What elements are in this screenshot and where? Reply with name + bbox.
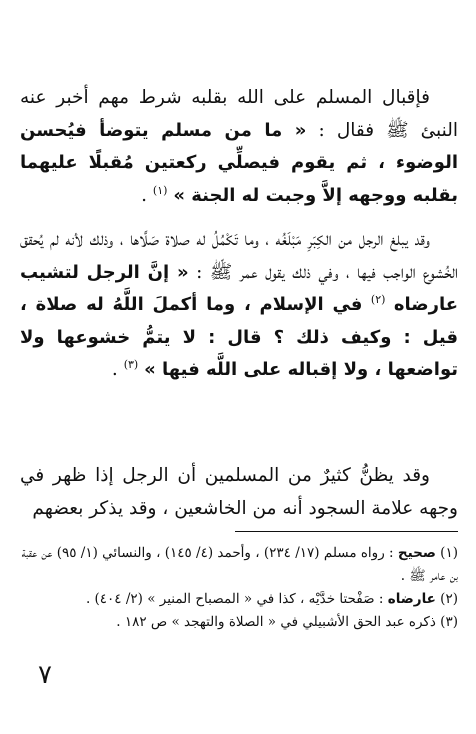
paragraph-1-end: .	[141, 184, 148, 206]
footnote-label: صحيح	[397, 545, 436, 561]
paragraph-2-hadith-a: « إنَّ الرجل لتشيب عارضاه	[20, 261, 459, 315]
footnote-number: (١)	[440, 545, 458, 561]
footnote-text: : صَفْحتا خدَّيْه ، كذا في « المصباح المنير » (٢/ ٤٠٤) .	[85, 591, 384, 607]
footnote-number: (٣)	[440, 614, 458, 630]
footnote-ref-1: (١)	[152, 183, 168, 197]
paragraph-3	[20, 460, 458, 525]
paragraph-3-text: وقد يظنُّ كثيرٌ من المسلمين أن الرجل إذا ظهر في وجهه علامة السجود أنه من الخاشعين ، وقد يذكر بعضهم	[20, 465, 458, 519]
footnote-label: عارضاه	[387, 591, 436, 607]
footnote-ref-2: (٢)	[370, 292, 386, 306]
paragraph-1-lead: فإقبال المسلم على الله بقلبه شرط مهم أخبر عنه النبئ ﷺ فقال :	[20, 87, 458, 141]
paragraph-1	[20, 82, 458, 212]
footnote-text: ذكره عبد الحق الأشبيلي في « الصلاة والتهجد » ص ١٨٢ .	[116, 614, 436, 630]
footnote-2	[20, 588, 458, 611]
footnote-3	[20, 611, 458, 634]
footnote-separator	[235, 531, 458, 532]
footnote-1	[20, 542, 458, 588]
footnote-ref-3: (٣)	[123, 357, 139, 371]
paragraph-2-end: .	[111, 359, 118, 380]
paragraph-1-hadith: « ما من مسلم يتوضأ فيُحسن الوضوء ، ثم يقوم فيصلِّي ركعتين مُقبلًا عليهما بقلبه ووجهه إلاَّ وجبت له الجنة »	[20, 119, 458, 206]
footnotes	[20, 542, 458, 634]
paragraph-2-hadith-b: في الإسلام ، وما أكملَ اللَّهُ له صلاة ، قيل : وكيف ذلك ؟ قال : لا يتمُّ خشوعها ولا تواضعها ، ولا إقباله على اللَّه فيها »	[20, 294, 458, 380]
page-number: ٧	[38, 660, 52, 690]
footnote-text: : رواه مسلم (١٧/ ٢٣٤) ، وأحمد (٤/ ١٤٥) ، والنسائي (١/ ٩٥) عن عقبة بن عامر ﷺ .	[21, 545, 458, 584]
paragraph-2-lead: وقد يبلغ الرجل من الكِبَرِ مَبْلَغُه ، وما تَكْمُلُ له صلاة صَلَّاها ، وذلك لأنه لم يُحقق الخُشوع الواجب فيها ، وفي ذلك يقول عمر ﷺ :	[20, 229, 458, 283]
paragraph-2	[20, 224, 458, 387]
footnote-number: (٢)	[440, 591, 458, 607]
